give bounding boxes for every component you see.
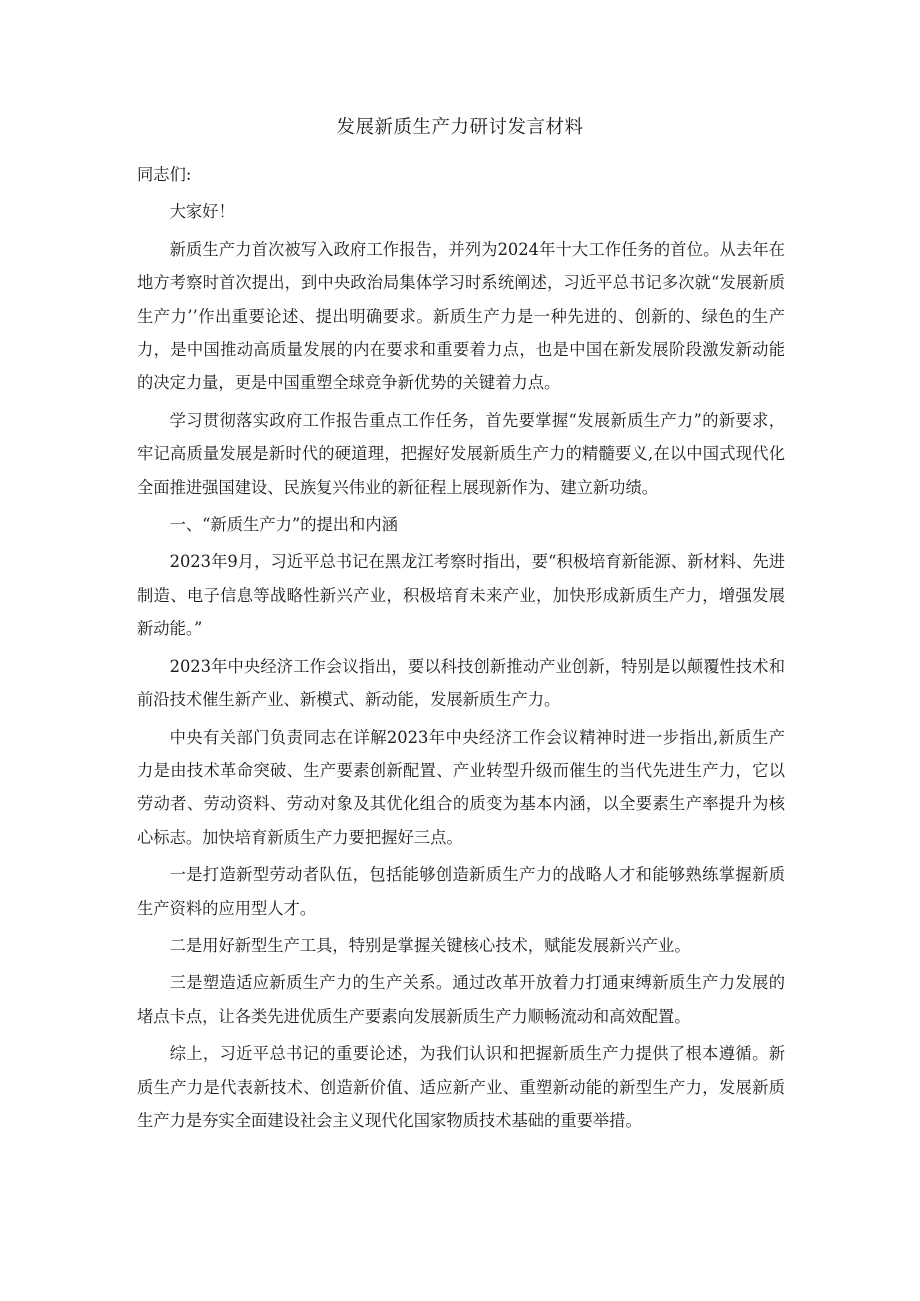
paragraph-point-three: 三是塑造适应新质生产力的生产关系。通过改革开放着力打通束缚新质生产力发展的堵点卡点，让各类先进优质生产要素向发展新质生产力顺畅流动和高效配置。 xyxy=(137,973,785,1026)
salutation: 同志们: xyxy=(137,165,192,184)
paragraph-economic-conference: 2023年中央经济工作会议指出，要以科技创新推动产业创新，特别是以颠覆性技术和前沿技术催生新产业、新模式、新动能，发展新质生产力。 xyxy=(137,656,785,710)
document-body xyxy=(137,158,785,1141)
paragraph-heilongjiang: 2023年9月，习近平总书记在黑龙江考察时指出，要“积极培育新能源、新材料、先进制造、电子信息等战略性新兴产业，积极培育未来产业，加快形成新质生产力，增强发展新动能。” xyxy=(137,552,785,639)
paragraph-point-one: 一是打造新型劳动者队伍，包括能够创造新质生产力的战略人才和能够熟练掌握新质生产资料的应用型人才。 xyxy=(137,865,785,918)
document-title: 发展新质生产力研讨发言材料 xyxy=(336,117,584,138)
paragraph-summary: 综上，习近平总书记的重要论述，为我们认识和把握新质生产力提供了根本遵循。新质生产力是代表新技术、创造新价值、适应新产业、重塑新动能的新型生产力，发展新质生产力是夯实全面建设社会主义现代化国家物质技术基础的重要举措。 xyxy=(137,1044,785,1130)
paragraph-intro: 新质生产力首次被写入政府工作报告，并列为2024年十大工作任务的首位。从去年在地方考察时首次提出，到中央政治局集体学习时系统阐述，习近平总书记多次就“发展新质生产力’’作出重要论述、提出明确要求。新质生产力是一种先进的、创新的、绿色的生产力，是中国推动高质量发展的内在要求和重要着力点，也是中国在新发展阶段激发新动能的决定力量，更是中国重塑全球竞争新优势的关键着力点。 xyxy=(137,239,785,393)
paragraph-definition: 中央有关部门负责同志在详解2023年中央经济工作会议精神时进一步指出,新质生产力是由技术革命突破、生产要素创新配置、产业转型升级而催生的当代先进生产力，它以劳动者、劳动资料、劳动对象及其优化组合的质变为基本内涵，以全要素生产率提升为核心标志。加快培育新质生产力要把握好三点。 xyxy=(137,727,785,847)
paragraph-greeting: 大家好！ xyxy=(169,202,235,222)
paragraph-point-two: 二是用好新型生产工具，特别是掌握关键核心技术，赋能发展新兴产业。 xyxy=(169,935,691,955)
paragraph-requirements: 学习贯彻落实政府工作报告重点工作任务，首先要掌握“发展新质生产力”的新要求，牢记高质量发展是新时代的硬道理，把握好发展新质生产力的精髓要义,在以中国式现代化全面推进强国建设、民族复兴伟业的新征程上展现新作为、建立新功绩。 xyxy=(137,410,785,497)
section-heading-1: 一、“新质生产力”的提出和内涵 xyxy=(169,515,398,535)
